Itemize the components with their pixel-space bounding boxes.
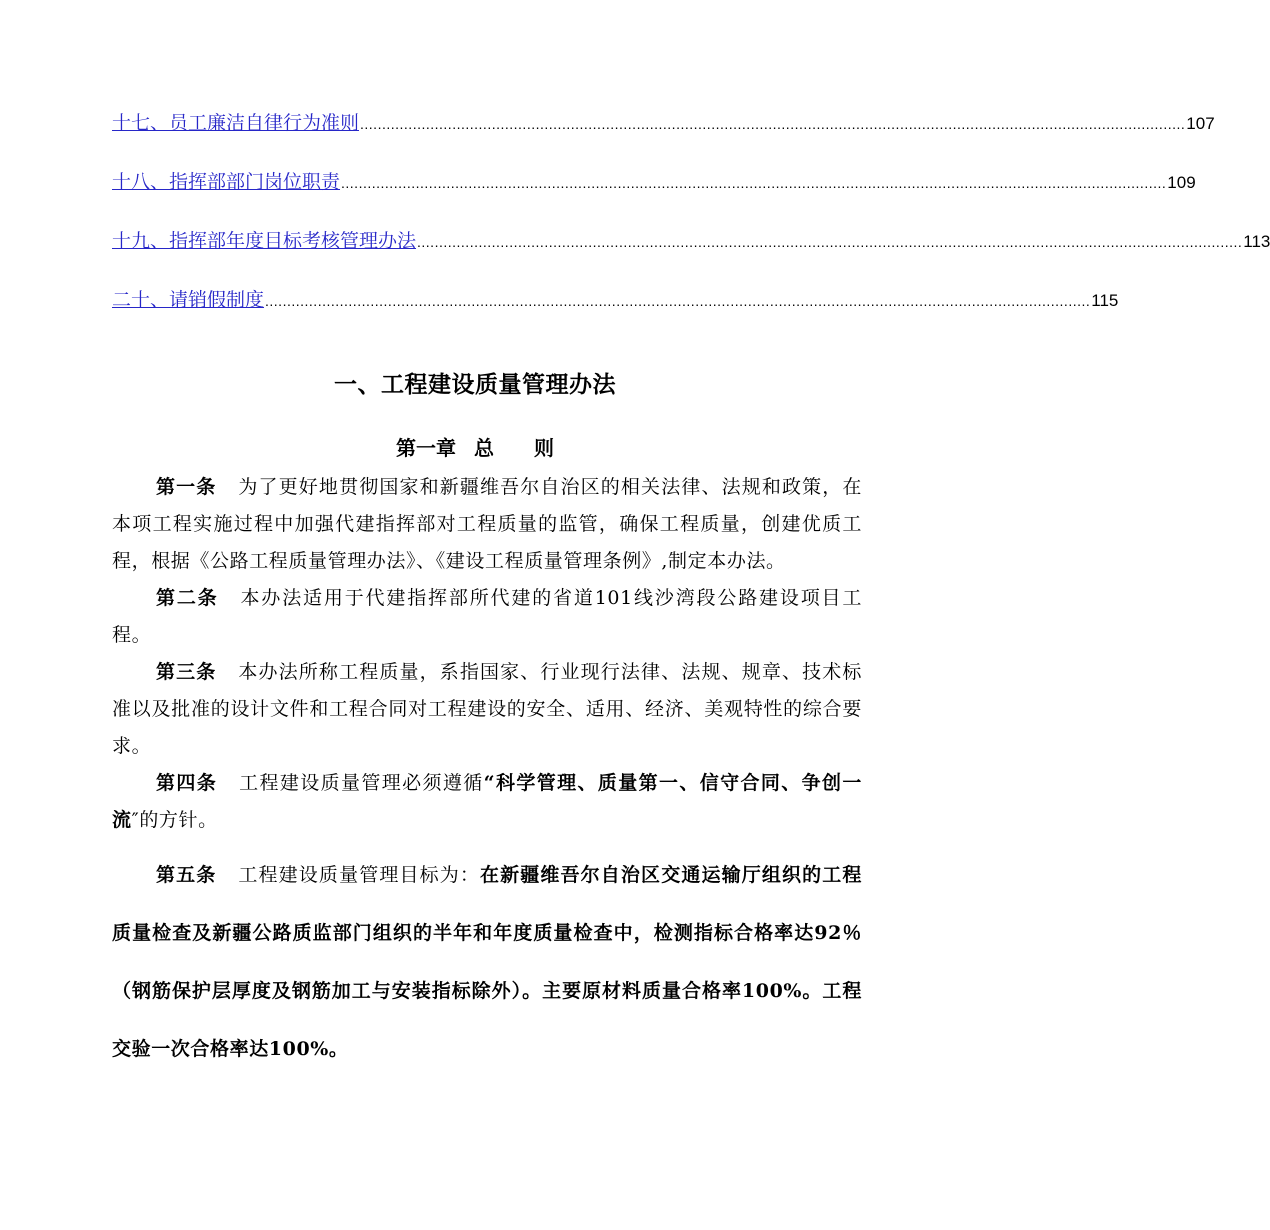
article-bold-text: 在新疆维吾尔自治区交通运输厅组织的工程质量检查及新疆公路质监部门组织的半年和年度质量检查中，检测指标合格率达92％（钢筋保护层厚度及钢筋加工与安装指标除外）。主要原材料质量合格率100%。工程交验一次合格率达100%。	[112, 864, 862, 1060]
article-text: 为了更好地贯彻国家和新疆维吾尔自治区的相关法律、法规和政策，在本项工程实施过程中加强代建指挥部对工程质量的监管，确保工程质量，创建优质工程，根据《公路工程质量管理办法》、《建设工程质量管理条例》,制定本办法。	[112, 476, 862, 572]
table-of-contents	[112, 108, 1270, 344]
toc-page-number: 115	[1091, 291, 1119, 310]
toc-leader-dots: ............................................................................................................................................................................................	[417, 234, 1243, 250]
article-3	[112, 654, 862, 765]
chapter-word-2: 则	[534, 436, 554, 460]
document-body	[112, 469, 862, 1078]
article-label: 第三条	[156, 661, 217, 683]
article-text: 工程建设质量管理必须遵循	[239, 772, 484, 794]
chapter-label: 第一章	[396, 436, 456, 460]
toc-entry[interactable]	[112, 226, 1270, 285]
toc-leader-dots: ............................................................................................................................................................................................	[341, 175, 1167, 191]
toc-entry[interactable]	[112, 285, 1119, 344]
quote-close: ″	[131, 809, 140, 831]
toc-page-number: 109	[1167, 173, 1196, 192]
toc-page-number: 107	[1186, 114, 1215, 133]
chapter-heading	[0, 432, 950, 461]
article-2	[112, 580, 862, 654]
toc-entry[interactable]	[112, 108, 1215, 167]
toc-link[interactable]: 十八、指挥部部门岗位职责	[112, 171, 341, 193]
toc-entry[interactable]	[112, 167, 1196, 226]
article-text: 工程建设质量管理目标为：	[238, 864, 480, 886]
article-text: 本办法适用于代建指挥部所代建的省道101线沙湾段公路建设项目工程。	[112, 587, 862, 646]
article-text-end: 的方针。	[139, 809, 218, 831]
article-5	[112, 846, 862, 1078]
article-text: 本办法所称工程质量，系指国家、行业现行法律、法规、规章、技术标准以及批准的设计文件和工程合同对工程建设的安全、适用、经济、美观特性的综合要求。	[112, 661, 862, 757]
toc-link[interactable]: 十七、员工廉洁自律行为准则	[112, 112, 360, 134]
article-label: 第五条	[156, 864, 217, 886]
quote-open: “	[483, 772, 496, 794]
chapter-word-1: 总	[474, 436, 494, 460]
article-label: 第四条	[156, 772, 218, 794]
article-bold-text: 科学管理、质量第一、信守合同、争创一流	[112, 772, 862, 831]
toc-leader-dots: ............................................................................................................................................................................................	[360, 116, 1186, 132]
article-4	[112, 765, 862, 839]
article-1	[112, 469, 862, 580]
toc-leader-dots: ............................................................................................................................................................................................	[265, 293, 1091, 309]
article-label: 第一条	[156, 476, 217, 498]
toc-page-number: 113	[1243, 232, 1270, 251]
article-label: 第二条	[156, 587, 219, 609]
toc-link[interactable]: 二十、请销假制度	[112, 289, 265, 311]
document-title: 一、工程建设质量管理办法	[334, 371, 616, 398]
toc-link[interactable]: 十九、指挥部年度目标考核管理办法	[112, 230, 417, 252]
